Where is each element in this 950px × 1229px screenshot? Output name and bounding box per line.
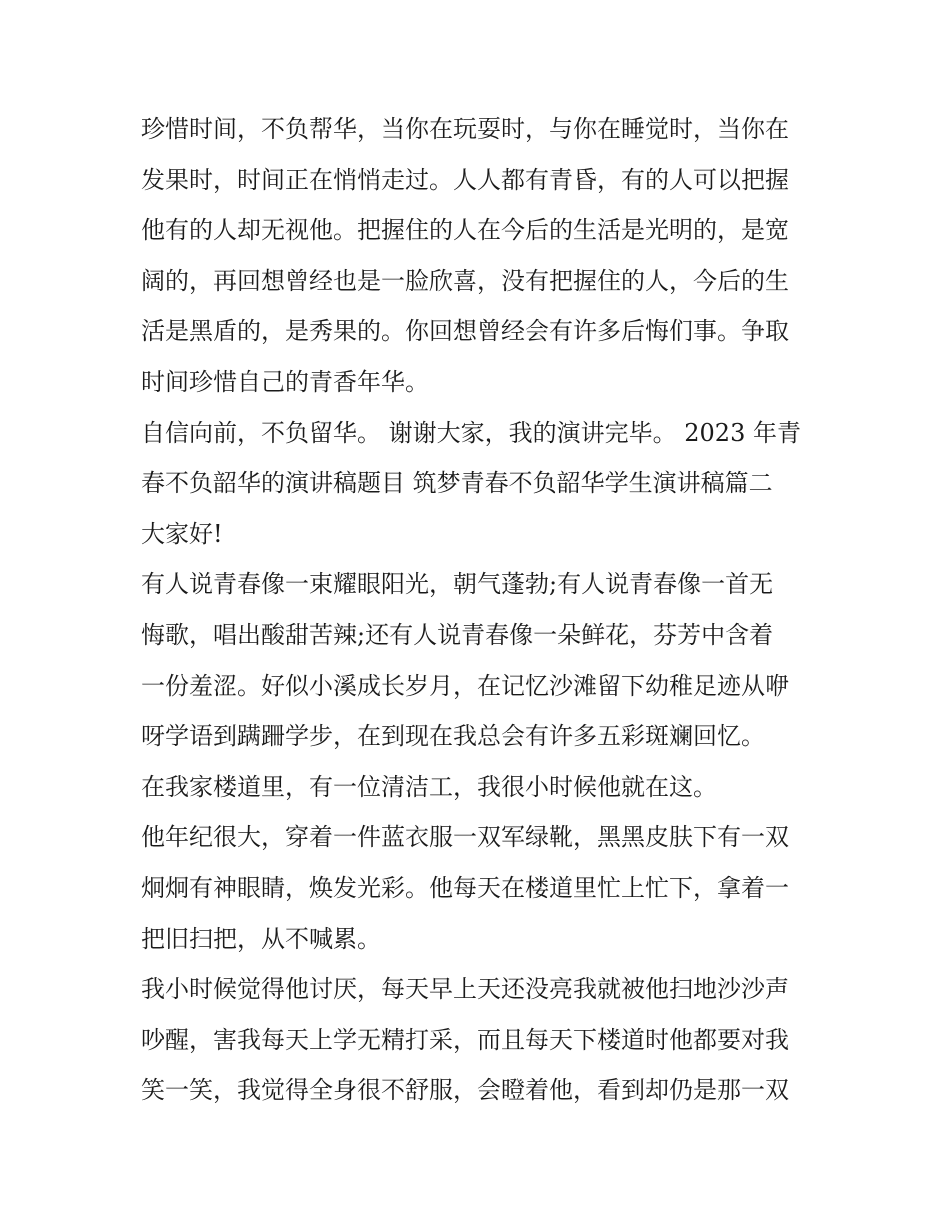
text-line: 在我家楼道里，有一位清洁工，我很小时候他就在这。 [141, 772, 717, 801]
text-line: 有人说青春像一束耀眼阳光，朝气蓬勃;有人说青春像一首无 [141, 570, 774, 599]
text-line: 时间珍惜自己的青香年华。 [141, 367, 429, 396]
text-line: 阔的，再回想曾经也是一脸欣喜，没有把握住的人，今后的生 [141, 266, 789, 295]
text-line: 活是黑盾的，是秀果的。你回想曾经会有许多后悔们事。争取 [141, 317, 789, 346]
text-line: 自信向前，不负留华。 谢谢大家，我的演讲完毕。 2023 年青 [141, 418, 801, 447]
text-line: 他年纪很大，穿着一件蓝衣服一双军绿靴，黑黑皮肤下有一双 [141, 823, 789, 852]
text-line: 悔歌，唱出酸甜苦辣;还有人说青春像一朵鲜花，芬芳中含着 [141, 620, 774, 649]
text-line: 呀学语到蹒跚学步，在到现在我总会有许多五彩斑斓回忆。 [141, 722, 765, 751]
text-line: 一份羞涩。好似小溪成长岁月，在记忆沙滩留下幼稚足迹从咿 [141, 671, 789, 700]
text-line: 把旧扫把，从不喊累。 [141, 924, 381, 953]
text-line: 炯炯有神眼睛，焕发光彩。他每天在楼道里忙上忙下，拿着一 [141, 873, 789, 902]
text-line: 他有的人却无视他。把握住的人在今后的生活是光明的，是宽 [141, 216, 789, 245]
text-line: 发果时，时间正在悄悄走过。人人都有青昏，有的人可以把握 [141, 165, 789, 194]
text-line: 笑一笑，我觉得全身很不舒服，会瞪着他，看到却仍是那一双 [141, 1076, 789, 1105]
text-line: 大家好! [141, 519, 223, 548]
document-body [141, 104, 821, 1116]
text-line: 珍惜时间，不负帮华，当你在玩耍时，与你在睡觉时，当你在 [141, 115, 789, 143]
text-line: 春不负韶华的演讲稿题目 筑梦青春不负韶华学生演讲稿篇二 [141, 469, 773, 498]
text-line: 吵醒，害我每天上学无精打采，而且每天下楼道时他都要对我 [141, 1025, 789, 1054]
text-line: 我小时候觉得他讨厌，每天早上天还没亮我就被他扫地沙沙声 [141, 975, 789, 1004]
